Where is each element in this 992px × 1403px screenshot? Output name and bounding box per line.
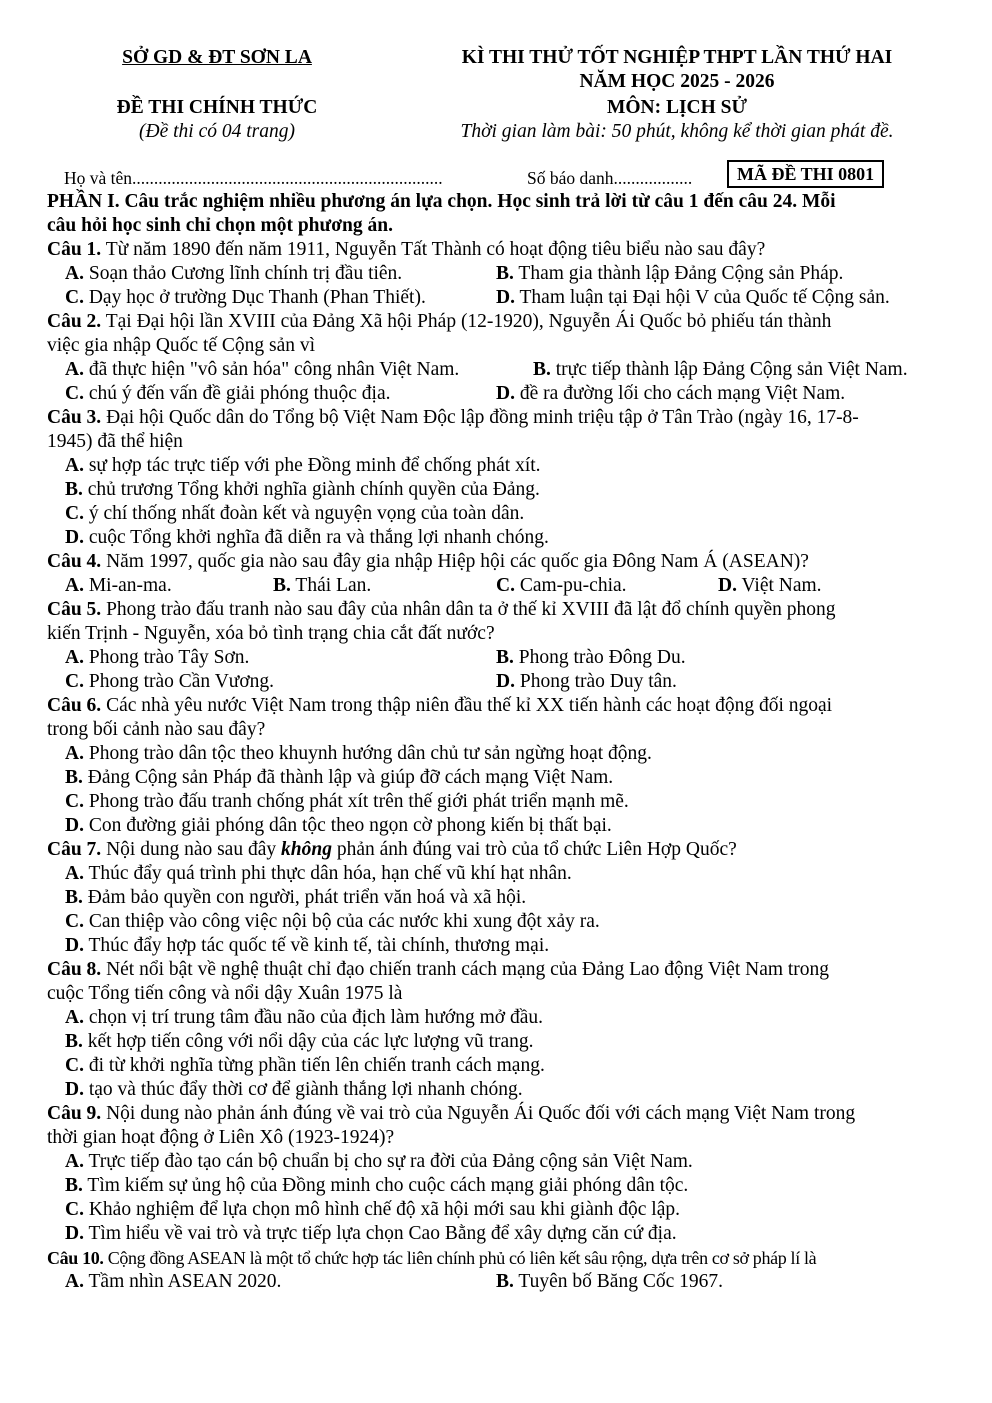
exam-header — [47, 46, 945, 158]
option-text: chú ý đến vấn đề giải phóng thuộc địa. — [88, 383, 391, 404]
question-text: Năm 1997, quốc gia nào sau đây gia nhập Hiệp hội các quốc gia Đông Nam Á (ASEAN)? — [101, 551, 809, 572]
option-b[interactable] — [533, 358, 908, 382]
question-text-cont: thời gian hoạt động ở Liên Xô (1923-1924)? — [47, 1127, 395, 1148]
question-text: Phong trào đấu tranh nào sau đây của nhân dân ta ở thế kỉ XVIII đã lật đổ chính quyền phong — [101, 599, 836, 620]
option-text: Phong trào Cần Vương. — [88, 671, 275, 692]
option-a[interactable] — [47, 862, 945, 886]
option-text: Cam-pu-chia. — [519, 575, 627, 596]
option-letter: B. — [496, 263, 514, 284]
option-letter: B. — [496, 1271, 514, 1292]
option-letter: A. — [65, 863, 84, 884]
option-letter: C. — [65, 791, 84, 812]
option-letter: B. — [65, 1031, 83, 1052]
option-text: Soạn thảo Cương lĩnh chính trị đầu tiên. — [88, 263, 403, 284]
option-letter: D. — [65, 527, 84, 548]
option-letter: B. — [496, 647, 514, 668]
exam-time: Thời gian làm bài: 50 phút, không kể thời gian phát đề. — [460, 121, 894, 142]
option-letter: A. — [65, 1271, 84, 1292]
header-left — [47, 46, 387, 144]
option-letter: A. — [65, 575, 84, 596]
option-text: Phong trào đấu tranh chống phát xít trên thế giới phát triển mạnh mẽ. — [88, 791, 629, 812]
option-c[interactable] — [65, 382, 496, 406]
option-text: sự hợp tác trực tiếp với phe Đồng minh để chống phát xít. — [88, 455, 541, 476]
option-letter: D. — [496, 671, 515, 692]
option-text: cuộc Tổng khởi nghĩa đã diễn ra và thắng lợi nhanh chóng. — [88, 527, 549, 548]
option-b[interactable] — [47, 766, 945, 790]
option-letter: B. — [273, 575, 291, 596]
option-text: Mi-an-ma. — [88, 575, 172, 596]
option-a[interactable] — [47, 1006, 945, 1030]
question-text: Đại hội Quốc dân do Tổng bộ Việt Nam Độc lập đồng minh triệu tập ở Tân Trào (ngày 16, 17-8- — [101, 407, 859, 428]
option-text: Tham luận tại Đại hội V của Quốc tế Cộng sản. — [519, 287, 890, 308]
option-text: ý chí thống nhất đoàn kết và nguyện vọng của toàn dân. — [88, 503, 525, 524]
option-c[interactable] — [47, 502, 945, 526]
question-text: Cộng đồng ASEAN là một tổ chức hợp tác liên chính phủ có liên kết sâu rộng, dựa trên cơ sở pháp lí là — [103, 1248, 817, 1268]
question-number: Câu 4. — [47, 551, 102, 572]
option-letter: A. — [65, 359, 84, 380]
option-text: chủ trương Tổng khởi nghĩa giành chính quyền của Đảng. — [87, 479, 540, 500]
option-letter: A. — [65, 455, 84, 476]
option-c[interactable] — [65, 286, 496, 310]
question-number: Câu 5. — [47, 599, 102, 620]
option-c[interactable] — [47, 790, 945, 814]
question-text-cont: cuộc Tổng tiến công và nổi dậy Xuân 1975 là — [47, 983, 403, 1004]
option-b[interactable] — [47, 478, 945, 502]
option-b[interactable] — [496, 262, 843, 286]
student-name-field[interactable]: Họ và tên....................................................................... — [64, 168, 443, 188]
option-a[interactable] — [65, 574, 273, 598]
option-a[interactable] — [65, 1270, 496, 1294]
question-number: Câu 9. — [47, 1103, 102, 1124]
option-letter: D. — [65, 935, 84, 956]
option-d[interactable] — [496, 382, 845, 406]
option-b[interactable] — [496, 1270, 723, 1294]
option-letter: D. — [496, 287, 515, 308]
option-text: Thúc đẩy quá trình phi thực dân hóa, hạn chế vũ khí hạt nhân. — [88, 863, 572, 884]
question-text-cont: 1945) đã thể hiện — [47, 431, 183, 452]
option-text: đi từ khởi nghĩa từng phần tiến lên chiến tranh cách mạng. — [88, 1055, 545, 1076]
question-text-cont: việc gia nhập Quốc tế Cộng sản vì — [47, 335, 316, 356]
option-a[interactable] — [65, 646, 496, 670]
question-9 — [47, 1102, 945, 1246]
question-10 — [47, 1246, 945, 1294]
option-letter: C. — [65, 911, 84, 932]
option-letter: C. — [65, 1055, 84, 1076]
option-b[interactable] — [47, 886, 945, 910]
option-letter: C. — [65, 287, 84, 308]
school-year: NĂM HỌC 2025 - 2026 — [579, 71, 775, 92]
option-letter: A. — [65, 1007, 84, 1028]
student-id-field[interactable]: Số báo danh.................. — [527, 168, 693, 188]
option-b[interactable] — [47, 1174, 945, 1198]
question-text: Nội dung nào phản ánh đúng về vai trò của Nguyễn Ái Quốc đối với cách mạng Việt Nam trong — [101, 1103, 856, 1124]
option-b[interactable] — [273, 574, 496, 598]
option-text: Can thiệp vào công việc nội bộ của các nước khi xung đột xảy ra. — [88, 911, 600, 932]
option-letter: B. — [65, 1175, 83, 1196]
student-info — [47, 158, 945, 188]
option-c[interactable] — [496, 574, 718, 598]
option-text: Khảo nghiệm để lựa chọn mô hình chế độ xã hội mới sau khi giành độc lập. — [88, 1199, 680, 1220]
header-right — [407, 46, 947, 144]
part1-title-line2: câu hỏi học sinh chỉ chọn một phương án. — [47, 215, 393, 236]
option-letter: B. — [65, 767, 83, 788]
option-letter: D. — [65, 1079, 84, 1100]
option-text: Phong trào dân tộc theo khuynh hướng dân chủ tư sản ngừng hoạt động. — [88, 743, 652, 764]
question-6 — [47, 694, 945, 838]
option-text: Việt Nam. — [741, 575, 822, 596]
option-letter: A. — [65, 263, 84, 284]
question-number: Câu 7. — [47, 839, 102, 860]
exam-type: ĐỀ THI CHÍNH THỨC — [116, 97, 318, 118]
option-text: Tham gia thành lập Đảng Cộng sản Pháp. — [518, 263, 844, 284]
option-letter: C. — [65, 671, 84, 692]
question-text-cont: kiến Trịnh - Nguyễn, xóa bỏ tình trạng chia cắt đất nước? — [47, 623, 495, 644]
option-d[interactable] — [47, 814, 945, 838]
option-text: trực tiếp thành lập Đảng Cộng sản Việt Nam. — [555, 359, 908, 380]
option-a[interactable] — [47, 454, 945, 478]
option-letter: B. — [533, 359, 551, 380]
option-letter: A. — [65, 647, 84, 668]
question-number: Câu 1. — [47, 239, 102, 260]
question-text: Nội dung nào sau đây — [101, 839, 281, 860]
option-text: Dạy học ở trường Dục Thanh (Phan Thiết). — [88, 287, 426, 308]
option-letter: D. — [496, 383, 515, 404]
option-text: Tầm nhìn ASEAN 2020. — [88, 1271, 282, 1292]
question-7 — [47, 838, 945, 958]
option-letter: B. — [65, 887, 83, 908]
part1-title-line1: PHẦN I. Câu trắc nghiệm nhiều phương án lựa chọn. Học sinh trả lời từ câu 1 đến câu 24. Mỗi — [47, 191, 836, 212]
option-text: Tuyên bố Băng Cốc 1967. — [518, 1271, 724, 1292]
option-letter: C. — [65, 383, 84, 404]
option-c[interactable] — [65, 670, 496, 694]
part1-instructions — [47, 190, 945, 238]
option-b[interactable] — [47, 1030, 945, 1054]
option-letter: C. — [65, 1199, 84, 1220]
option-d[interactable] — [496, 286, 890, 310]
question-emphasis: không — [281, 839, 332, 860]
option-text: Tìm kiếm sự ủng hộ của Đồng minh cho cuộc cách mạng giải phóng dân tộc. — [87, 1175, 689, 1196]
option-a[interactable] — [47, 742, 945, 766]
question-2 — [47, 310, 945, 406]
option-c[interactable] — [47, 910, 945, 934]
option-c[interactable] — [47, 1054, 945, 1078]
option-letter: A. — [65, 1151, 84, 1172]
question-text: Nét nổi bật về nghệ thuật chỉ đạo chiến tranh cách mạng của Đảng Lao động Việt Nam trong — [101, 959, 830, 980]
option-text: đã thực hiện "vô sản hóa" công nhân Việt Nam. — [88, 359, 460, 380]
question-number: Câu 8. — [47, 959, 102, 980]
option-letter: D. — [65, 815, 84, 836]
option-d[interactable] — [47, 934, 945, 958]
option-text: Thái Lan. — [295, 575, 372, 596]
option-text: Phong trào Tây Sơn. — [88, 647, 250, 668]
subject: MÔN: LỊCH SỬ — [606, 97, 748, 118]
option-b[interactable] — [496, 646, 686, 670]
option-letter: A. — [65, 743, 84, 764]
department-name: SỞ GD & ĐT SƠN LA — [122, 47, 312, 68]
question-5 — [47, 598, 945, 694]
option-letter: D. — [65, 1223, 84, 1244]
option-a[interactable] — [65, 358, 533, 382]
option-text: Đảng Cộng sản Pháp đã thành lập và giúp đỡ cách mạng Việt Nam. — [87, 767, 614, 788]
question-4 — [47, 550, 945, 598]
option-letter: C. — [496, 575, 515, 596]
question-number: Câu 6. — [47, 695, 102, 716]
option-text: Phong trào Đông Du. — [518, 647, 686, 668]
option-letter: C. — [65, 503, 84, 524]
option-text: Tìm hiểu về vai trò và trực tiếp lựa chọn Cao Bằng để xây dựng căn cứ địa. — [88, 1223, 677, 1244]
question-text: Các nhà yêu nước Việt Nam trong thập niên đầu thế kỉ XX tiến hành các hoạt động đối ngoại — [101, 695, 833, 716]
option-d[interactable] — [47, 1222, 945, 1246]
option-d[interactable] — [47, 1078, 945, 1102]
question-text-cont: trong bối cảnh nào sau đây? — [47, 719, 266, 740]
option-text: Thúc đẩy hợp tác quốc tế về kinh tế, tài chính, thương mại. — [88, 935, 550, 956]
option-a[interactable] — [65, 262, 496, 286]
exam-page — [47, 46, 945, 1294]
question-3 — [47, 406, 945, 550]
option-text: chọn vị trí trung tâm đầu não của địch làm hướng mở đầu. — [88, 1007, 543, 1028]
question-8 — [47, 958, 945, 1102]
option-text: Con đường giải phóng dân tộc theo ngọn cờ phong kiến bị thất bại. — [88, 815, 612, 836]
option-d[interactable] — [47, 526, 945, 550]
page-count: (Đề thi có 04 trang) — [139, 121, 295, 142]
option-text: kết hợp tiến công với nổi dậy của các lực lượng vũ trang. — [87, 1031, 534, 1052]
question-number: Câu 3. — [47, 407, 102, 428]
question-text: Tại Đại hội lần XVIII của Đảng Xã hội Pháp (12-1920), Nguyễn Ái Quốc bỏ phiếu tán thành — [101, 311, 832, 332]
option-c[interactable] — [47, 1198, 945, 1222]
question-text-end: phản ánh đúng vai trò của tổ chức Liên Hợp Quốc? — [331, 839, 737, 860]
option-text: Đảm bảo quyền con người, phát triển văn hoá và xã hội. — [87, 887, 527, 908]
option-letter: B. — [65, 479, 83, 500]
option-d[interactable] — [718, 574, 822, 598]
exam-code-box: MÃ ĐỀ THI 0801 — [727, 160, 884, 188]
option-text: Trực tiếp đào tạo cán bộ chuẩn bị cho sự ra đời của Đảng cộng sản Việt Nam. — [88, 1151, 693, 1172]
option-text: tạo và thúc đẩy thời cơ để giành thắng lợi nhanh chóng. — [88, 1079, 523, 1100]
option-d[interactable] — [496, 670, 677, 694]
option-a[interactable] — [47, 1150, 945, 1174]
option-text: đề ra đường lối cho cách mạng Việt Nam. — [519, 383, 846, 404]
exam-title: KÌ THI THỬ TỐT NGHIỆP THPT LẦN THỨ HAI — [461, 47, 893, 68]
question-1 — [47, 238, 945, 310]
option-letter: D. — [718, 575, 737, 596]
question-number: Câu 2. — [47, 311, 102, 332]
question-text: Từ năm 1890 đến năm 1911, Nguyễn Tất Thành có hoạt động tiêu biểu nào sau đây? — [101, 239, 766, 260]
question-number: Câu 10. — [47, 1248, 104, 1268]
option-text: Phong trào Duy tân. — [519, 671, 677, 692]
